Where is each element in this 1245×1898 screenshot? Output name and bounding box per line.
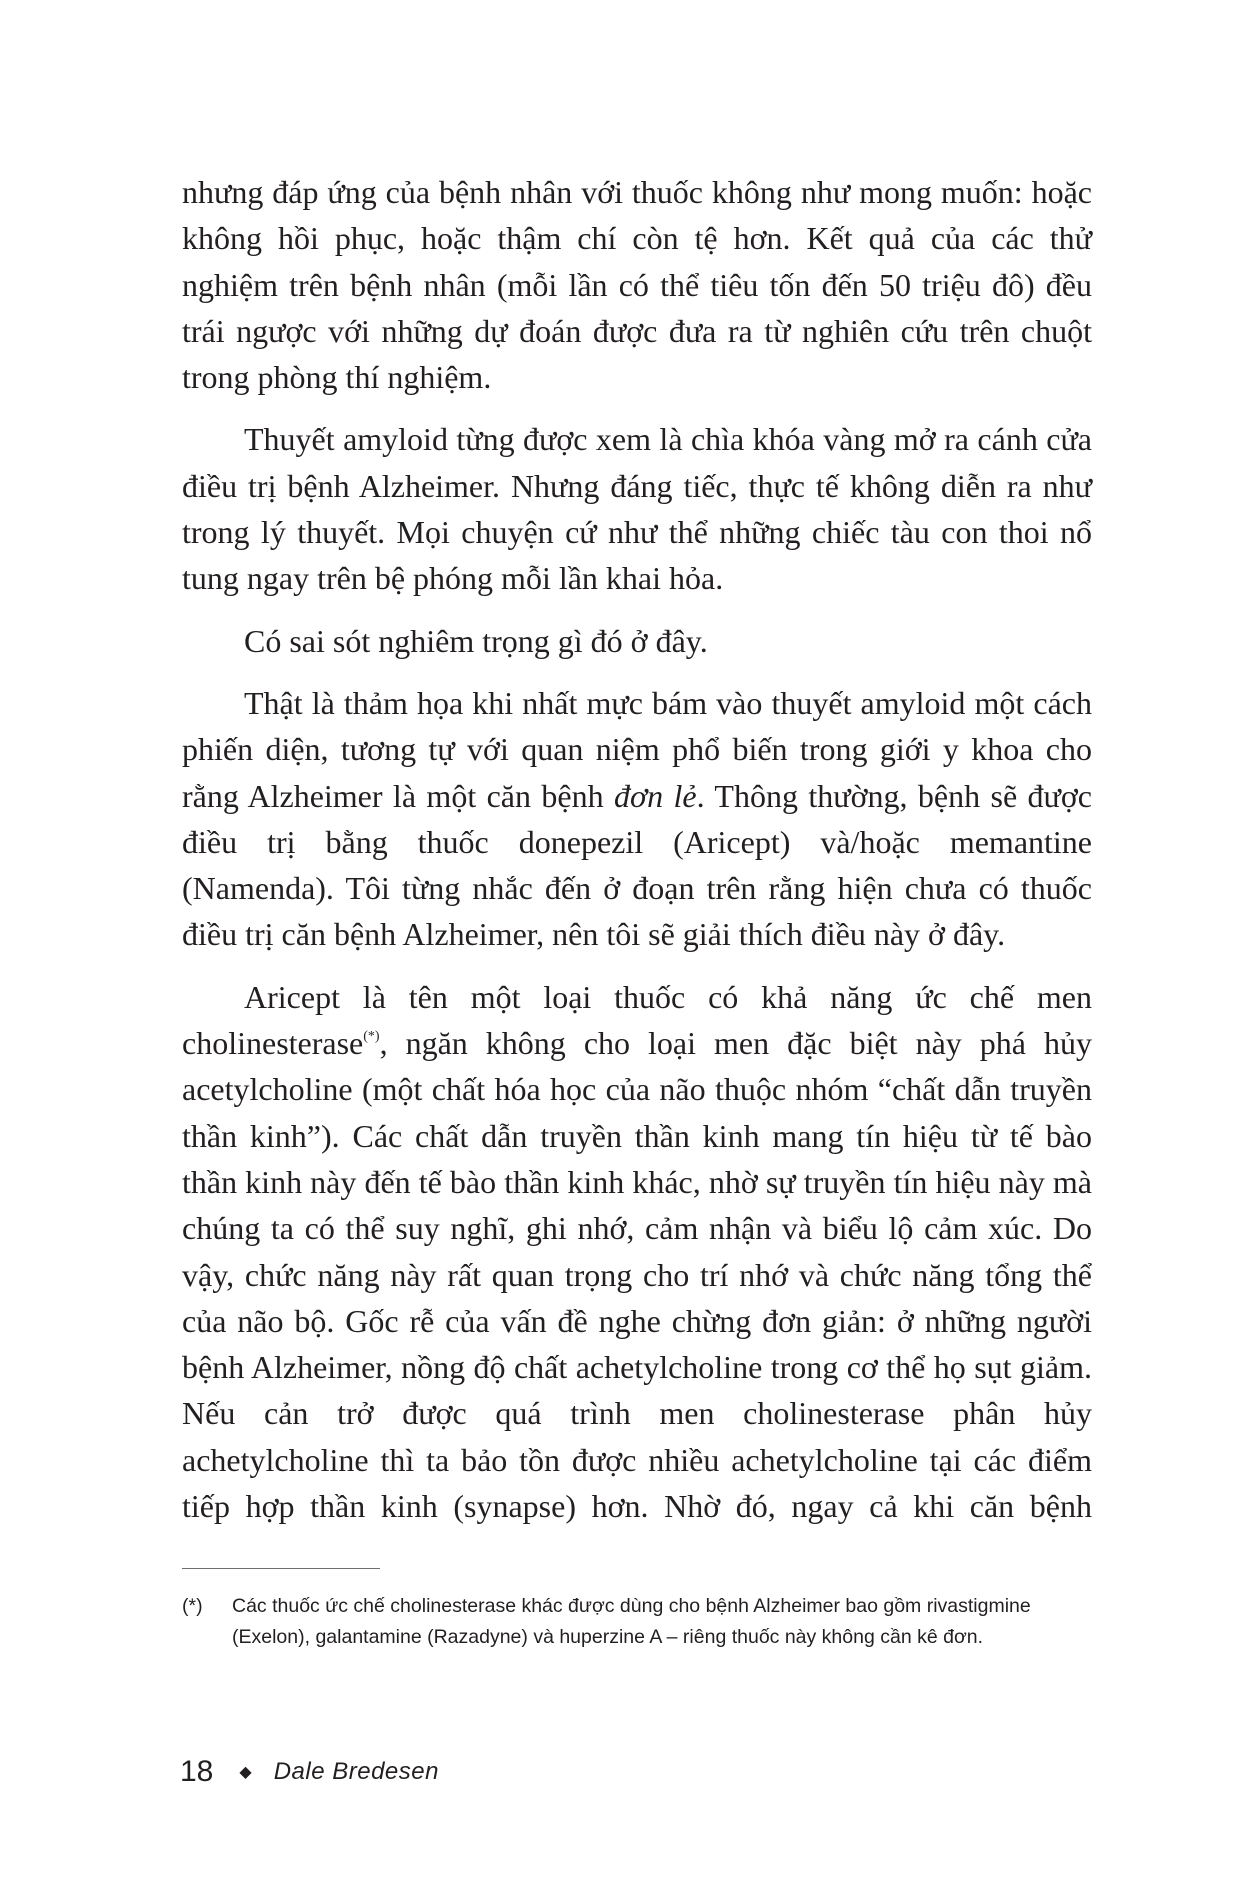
paragraph-4-text-start: Thật là thảm họa khi nhất mực bám vào thuyết amyloid một cách phiến diện, tương tự với quan niệm phổ biến trong giới y khoa cho rằng Alzheimer là một căn bệnh (182, 684, 1092, 814)
page-footer (180, 1752, 439, 1792)
paragraph-2: Thuyết amyloid từng được xem là chìa khóa vàng mở ra cánh cửa điều trị bệnh Alzheimer. Nhưng đáng tiếc, thực tế không diễn ra như trong lý thuyết. Mọi chuyện cứ như thể những chiếc tàu con thoi nổ tung ngay trên bệ phóng mỗi lần khai hỏa. (182, 421, 1092, 597)
emphasis-text: đơn lẻ (614, 777, 697, 814)
footnote-reference[interactable]: (*) (363, 1029, 380, 1045)
paragraph-5-text-start: Aricept là tên một loại thuốc có khả năng ức chế men cholinesterase (182, 978, 1092, 1062)
footnote-text: Các thuốc ức chế cholinesterase khác được dùng cho bệnh Alzheimer bao gồm rivastigmine (Exelon), galantamine (Razadyne) và huperzine A – riêng thuốc này không cần kê đơn. (232, 1595, 1031, 1648)
page-number: 18 (180, 1755, 214, 1788)
main-text (182, 169, 1092, 1529)
paragraph-4 (182, 680, 1092, 958)
paragraph-1: nhưng đáp ứng của bệnh nhân với thuốc không như mong muốn: hoặc không hồi phục, hoặc thậm chí còn tệ hơn. Kết quả của các thử nghiệm trên bệnh nhân (mỗi lần có thể tiêu tốn đến 50 triệu đô) đều trái ngược với những dự đoán được đưa ra từ nghiên cứu trên chuột trong phòng thí nghiệm. (182, 174, 1092, 396)
footnote-marker: (*) (182, 1595, 203, 1617)
paragraph-3: Có sai sót nghiêm trọng gì đó ở đây. (244, 622, 708, 659)
paragraph-4-text-end: . Thông thường, bệnh sẽ được điều trị bằng thuốc donepezil (Aricept) và/hoặc memantine (Namenda). Tôi từng nhắc đến ở đoạn trên rằng hiện chưa có thuốc điều trị căn bệnh Alzheimer, nên tôi sẽ giải thích điều này ở đây. (182, 777, 1093, 953)
footnote-divider (182, 1568, 380, 1569)
author-name: Dale Bredesen (273, 1758, 439, 1785)
diamond-icon: ◆ (239, 1764, 252, 1781)
paragraph-5-text-end: , ngăn không cho loại men đặc biệt này phá hủy acetylcholine (một chất hóa học của não thuộc nhóm “chất dẫn truyền thần kinh”). Các chất dẫn truyền thần kinh mang tín hiệu từ tế bào thần kinh này đến tế bào thần kinh khác, nhờ sự truyền tín hiệu này mà chúng ta có thể suy nghĩ, ghi nhớ, cảm nhận và biểu lộ cảm xúc. Do vậy, chức năng này rất quan trọng cho trí nhớ và chức năng tổng thể của não bộ. Gốc rễ của vấn đề nghe chừng đơn giản: ở những người bệnh Alzheimer, nồng độ chất achetylcholine trong cơ thể họ sụt giảm. Nếu cản trở được quá trình men cholinesterase phân hủy achetylcholine thì ta bảo tồn được nhiều achetylcholine tại các điểm tiếp hợp thần kinh (synapse) hơn. Nhờ đó, ngay cả khi căn bệnh (182, 1025, 1092, 1525)
footnote (182, 1591, 1092, 1653)
paragraph-5 (182, 974, 1092, 1530)
